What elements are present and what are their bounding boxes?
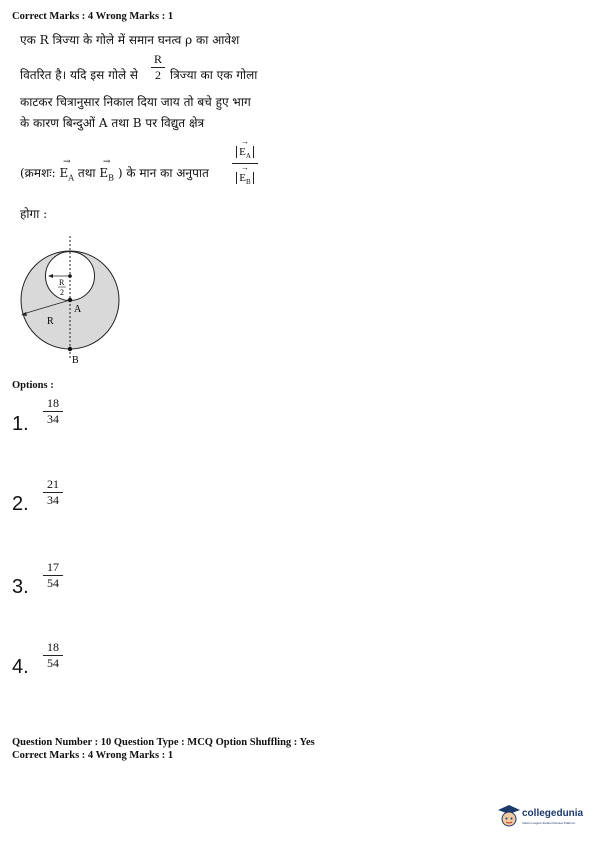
question-line-1: एक R त्रिज्या के गोले में समान घनत्व ρ का आवेश [20,33,240,47]
field-ratio [232,138,258,186]
question-line-2b: त्रिज्या का एक गोला [170,68,258,82]
vector-eb [99,157,115,183]
option-4-numerator: 18 [47,640,59,654]
point-a-dot [68,298,72,302]
ratio-den-symbol: E [239,172,247,185]
eb-subscript: B [108,173,115,183]
eb-symbol: E [99,166,109,180]
ratio-num-subscript: A [245,152,251,161]
question-line-5 [20,157,209,183]
point-b-dot [68,347,72,351]
label-r2-den: 2 [60,288,64,297]
option-2-denominator: 34 [43,492,63,508]
option-2-number[interactable]: 2. [12,493,29,515]
label-r2-num: R [59,278,65,287]
fraction-denominator: 2 [151,67,165,83]
vector-ea [59,157,75,183]
cavity-center-dot [68,274,72,278]
option-2-numerator: 21 [47,477,59,491]
ea-subscript: A [68,173,75,183]
label-capital-r: R [47,316,54,327]
question-line-3: काटकर चित्रानुसार निकाल दिया जाय तो बचे हुए भाग [20,95,251,109]
question-fraction-r2 [151,52,165,83]
line5-suffix: ) के मान का अनुपात [117,166,209,180]
option-1-numerator: 18 [47,396,59,410]
question-line-4: के कारण बिन्दुओं A तथा B पर विद्युत क्षेत्र [20,116,205,130]
logo-wordmark: collegedunia [522,808,584,819]
option-1-fraction[interactable] [43,396,63,427]
marks-info: Correct Marks : 4 Wrong Marks : 1 [12,750,174,761]
option-3-number[interactable]: 3. [12,576,29,598]
option-4-denominator: 54 [43,655,63,671]
question-info: Question Number : 10 Question Type : MCQ Option Shuffling : Yes [12,737,315,748]
line5-mid: तथा [77,166,96,180]
ratio-numerator [236,146,254,161]
fraction-numerator: R [153,52,162,66]
label-b: B [72,355,79,366]
option-3-numerator: 17 [47,560,59,574]
ratio-num-symbol: E [239,146,246,158]
logo-tagline: India's Largest Student Review Platform [522,821,576,825]
line5-prefix: (क्रमशः: [20,166,56,180]
option-1-denominator: 34 [43,411,63,427]
vector-arrow-icon: → [63,157,71,167]
option-3-denominator: 54 [43,575,63,591]
sphere-cavity-figure [12,232,132,372]
graduate-mascot-icon [497,803,521,829]
vector-arrow-icon: → [232,163,258,172]
ratio-den-subscript: B [246,178,251,187]
vector-arrow-icon: → [241,137,249,146]
question-line-6: होगा : [20,207,48,221]
label-a: A [74,304,82,315]
marks-header: Correct Marks : 4 Wrong Marks : 1 [12,11,174,22]
ea-symbol: E [59,166,69,180]
options-label: Options : [12,380,54,391]
option-3-fraction[interactable] [43,560,63,591]
question-line-2a: वितरित है। यदि इस गोले से [20,68,139,82]
option-1-number[interactable]: 1. [12,413,29,435]
ratio-denominator [236,172,253,187]
option-2-fraction[interactable] [43,477,63,508]
collegedunia-logo [497,803,589,831]
option-4-number[interactable]: 4. [12,656,29,678]
vector-arrow-icon: → [102,157,111,167]
option-4-fraction[interactable] [43,640,63,671]
